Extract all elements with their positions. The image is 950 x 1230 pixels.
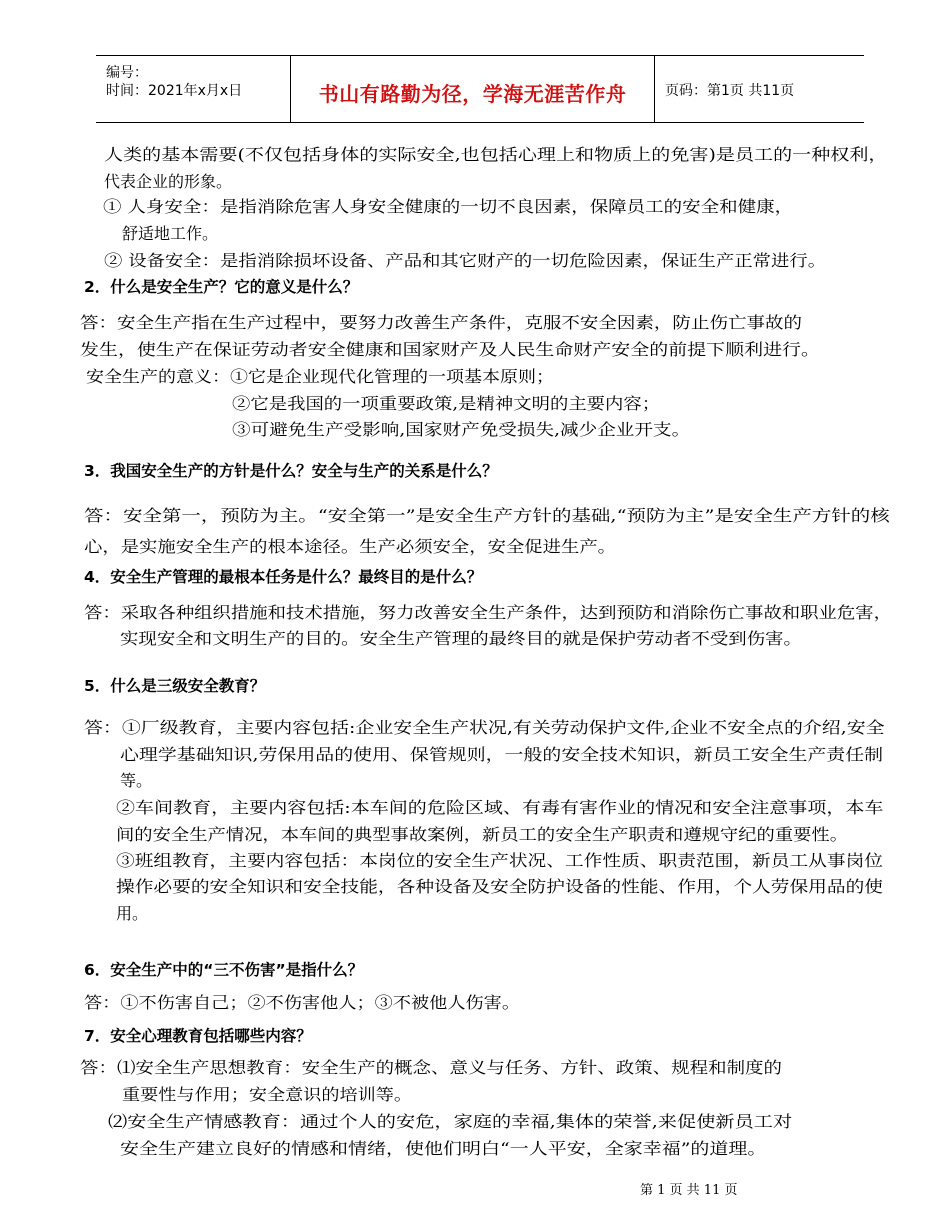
answer-line: 答：⑴安全生产思想教育：安全生产的概念、意义与任务、方针、政策、规程和制度的 <box>80 1058 783 1077</box>
document-number: 编号： <box>106 65 148 81</box>
footer-page-number: 第 1 页 共 11 页 <box>640 1183 738 1198</box>
answer-line: 心，是实施安全生产的根本途径。生产必须安全，安全促进生产。 <box>84 537 617 556</box>
answer-line: 心理学基础知识,劳保用品的使用、保管规则，一般的安全技术知识，新员工安全生产责任制 <box>120 745 884 764</box>
answer-line: 答：①不伤害自己；②不伤害他人；③不被他人伤害。 <box>84 993 521 1012</box>
answer-line: ②它是我国的一项重要政策,是精神文明的主要内容； <box>232 394 661 413</box>
list-item: ② 设备安全：是指消除损坏设备、产品和其它财产的一切危险因素，保证生产正常进行。 <box>104 251 827 270</box>
paragraph-line: 代表企业的形象。 <box>104 172 233 191</box>
answer-line: 安全生产的意义：①它是企业现代化管理的一项基本原则； <box>86 367 555 386</box>
answer-line: 答：采取各种组织措施和技术措施，努力改善安全生产条件，达到预防和消除伤亡事故和职业危害， <box>84 603 892 622</box>
question-heading: 5．什么是三级安全教育？ <box>84 677 266 695</box>
question-heading: 7．安全心理教育包括哪些内容？ <box>84 1027 312 1045</box>
answer-line: 实现安全和文明生产的目的。安全生产管理的最终目的就是保护劳动者不受到伤害。 <box>120 629 803 648</box>
answer-line: ③班组教育，主要内容包括：本岗位的安全生产状况、工作性质、职责范围，新员工从事岗位 <box>116 851 884 870</box>
answer-line: 答：安全生产指在生产过程中，要努力改善生产条件，克服不安全因素，防止伤亡事故的 <box>80 313 803 332</box>
question-heading: 3．我国安全生产的方针是什么？安全与生产的关系是什么？ <box>84 462 498 480</box>
answer-line: 重要性与作用；安全意识的培训等。 <box>122 1085 413 1104</box>
answer-line: 间的安全生产情况，本车间的典型事故案例，新员工的安全生产职责和遵规守纪的重要性。 <box>116 825 849 844</box>
answer-line: 用。 <box>116 904 149 923</box>
answer-line: ⑵安全生产情感教育：通过个人的安危，家庭的幸福,集体的荣誉,来促使新员工对 <box>108 1112 793 1131</box>
page-header <box>96 55 864 123</box>
answer-line: 安全生产建立良好的情感和情绪，使他们明白“一人平安，全家幸福”的道理。 <box>120 1139 767 1158</box>
answer-line: 操作必要的安全知识和安全技能，各种设备及安全防护设备的性能、作用，个人劳保用品的使 <box>116 877 884 896</box>
header-meta-cell <box>96 56 291 122</box>
answer-line: 发生，使生产在保证劳动者安全健康和国家财产及人民生命财产安全的前提下顺利进行。 <box>80 340 821 359</box>
answer-line: ②车间教育，主要内容包括:本车间的危险区域、有毒有害作业的情况和安全注意事项，本车 <box>116 798 884 817</box>
header-motto: 书山有路勤为径，学海无涯苦作舟 <box>318 82 627 106</box>
document-time: 时间：2021年x月x日 <box>106 83 243 99</box>
header-motto-cell <box>291 56 655 122</box>
answer-line: 答：①厂级教育，主要内容包括:企业安全生产状况,有关劳动保护文件,企业不安全点的介绍,安全 <box>84 718 885 737</box>
question-heading: 2．什么是安全生产？它的意义是什么？ <box>84 278 359 296</box>
answer-line: ③可避免生产受影响,国家财产免受损失,减少企业开支。 <box>232 420 691 439</box>
answer-line: 答：安全第一，预防为主。“安全第一”是安全生产方针的基础,“预防为主”是安全生产方针的核 <box>84 506 890 525</box>
header-page-number: 页码：第1页 共11页 <box>665 83 795 99</box>
paragraph-line: 人类的基本需要(不仅包括身体的实际安全,也包括心理上和物质上的免害)是员工的一种权利， <box>104 145 888 164</box>
answer-line: 等。 <box>120 771 153 790</box>
header-page-cell <box>655 56 864 122</box>
question-heading: 4．安全生产管理的最根本任务是什么？最终目的是什么？ <box>84 568 483 586</box>
list-item: 舒适地工作。 <box>122 224 219 243</box>
question-heading: 6．安全生产中的“三不伤害”是指什么？ <box>84 961 364 979</box>
list-item: ① 人身安全：是指消除危害人身安全健康的一切不良因素，保障员工的安全和健康， <box>103 197 794 216</box>
